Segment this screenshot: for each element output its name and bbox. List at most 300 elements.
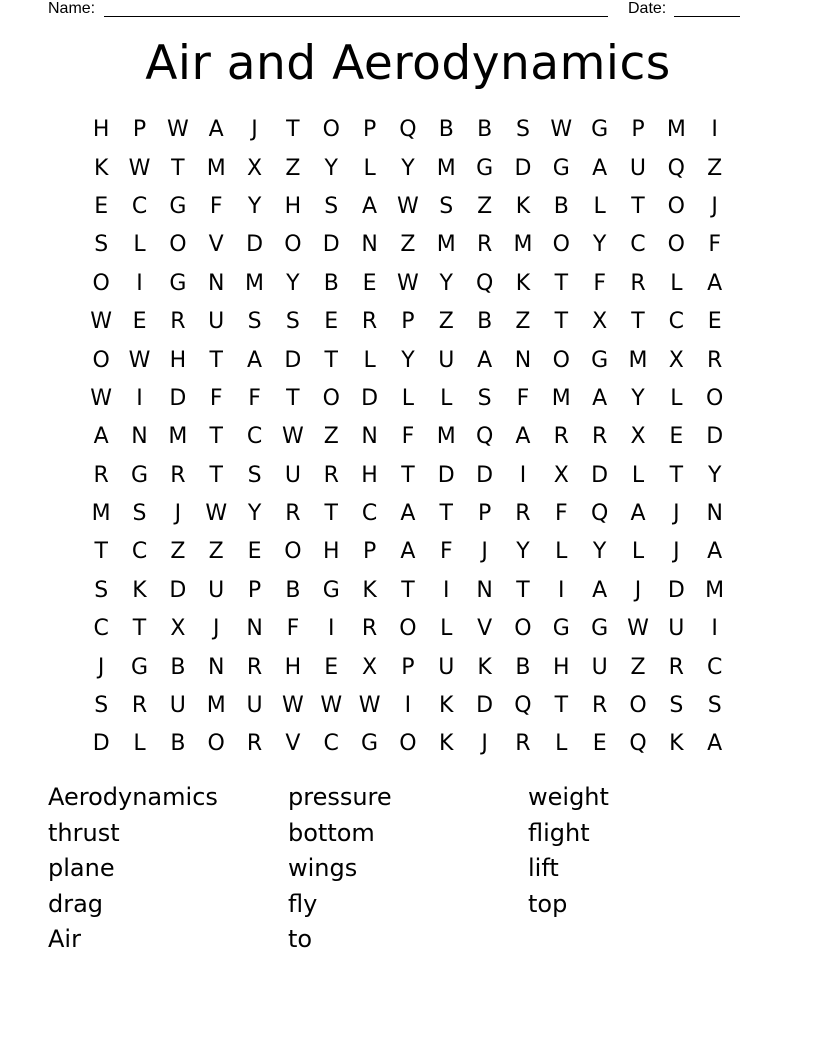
grid-letter: C xyxy=(323,731,339,757)
grid-letter: Q xyxy=(590,501,609,527)
grid-letter: R xyxy=(170,462,186,488)
grid-letter: B xyxy=(515,654,531,680)
grid-letter: R xyxy=(170,309,186,335)
grid-letter: T xyxy=(171,155,185,181)
grid-letter: U xyxy=(591,654,608,680)
grid-letter: D xyxy=(476,693,494,719)
grid-letter: P xyxy=(362,539,377,565)
grid-letter: I xyxy=(711,117,718,143)
grid-letter: O xyxy=(322,117,340,143)
grid-letter: O xyxy=(284,232,302,258)
grid-letter: Q xyxy=(475,424,494,450)
grid-letter: A xyxy=(707,270,723,296)
grid-letter: F xyxy=(554,501,568,527)
grid-letter: A xyxy=(208,117,224,143)
grid-letter: A xyxy=(630,501,646,527)
grid-letter: W xyxy=(627,616,649,642)
grid-letter: K xyxy=(477,654,492,680)
grid-letter: I xyxy=(327,616,335,642)
grid-letter: X xyxy=(247,155,263,181)
grid-letter: J xyxy=(673,501,680,527)
grid-letter: B xyxy=(285,577,301,603)
grid-letter: H xyxy=(284,193,302,219)
grid-letter: I xyxy=(404,693,412,719)
grid-letter: T xyxy=(132,616,147,642)
grid-letter: H xyxy=(553,654,570,680)
grid-letter: T xyxy=(631,309,645,335)
grid-letter: S xyxy=(669,693,684,719)
grid-letter: I xyxy=(519,462,527,488)
grid-letter: Y xyxy=(631,385,645,411)
grid-letter: J xyxy=(481,731,488,757)
grid-letter: F xyxy=(286,616,300,642)
grid-letter: A xyxy=(400,501,416,527)
grid-letter: P xyxy=(132,117,147,143)
grid-letter: K xyxy=(439,693,454,719)
grid-letter: B xyxy=(553,193,569,219)
grid-letter: G xyxy=(169,193,187,219)
grid-letter: B xyxy=(477,117,493,143)
grid-letter: P xyxy=(247,577,262,603)
grid-row xyxy=(82,457,734,495)
grid-letter: Y xyxy=(707,462,722,488)
grid-letter: T xyxy=(631,193,645,219)
word-bank-item: bottom xyxy=(288,818,375,847)
word-column xyxy=(528,780,768,922)
grid-letter: G xyxy=(476,155,494,181)
grid-letter: F xyxy=(209,385,223,411)
grid-row xyxy=(82,533,734,571)
grid-letter: J xyxy=(97,654,105,680)
grid-letter: K xyxy=(669,731,684,757)
grid-letter: M xyxy=(245,270,265,296)
grid-letter: Y xyxy=(247,501,262,527)
grid-row xyxy=(82,341,734,379)
grid-letter: F xyxy=(708,232,721,258)
grid-letter: C xyxy=(246,424,263,450)
grid-row xyxy=(82,572,734,610)
grid-letter: X xyxy=(630,424,646,450)
grid-letter: N xyxy=(131,424,148,450)
grid-letter: E xyxy=(324,654,339,680)
word-search-grid xyxy=(82,111,734,764)
grid-letter: M xyxy=(206,693,226,719)
grid-letter: E xyxy=(669,424,684,450)
grid-letter: S xyxy=(515,117,530,143)
grid-letter: F xyxy=(248,385,261,411)
grid-letter: T xyxy=(554,693,569,719)
grid-letter: E xyxy=(247,539,262,565)
word-bank-item: Air xyxy=(48,925,81,954)
grid-letter: G xyxy=(591,117,609,143)
grid-letter: N xyxy=(246,616,263,642)
grid-letter: R xyxy=(476,232,493,258)
grid-letter: O xyxy=(629,693,647,719)
grid-letter: V xyxy=(285,731,301,757)
grid-row xyxy=(82,495,734,533)
grid-letter: D xyxy=(169,577,187,603)
grid-letter: E xyxy=(132,309,147,335)
grid-letter: Q xyxy=(399,117,417,143)
name-label: Name: xyxy=(48,0,96,17)
grid-letter: F xyxy=(209,193,223,219)
grid-letter: N xyxy=(361,424,378,450)
grid-letter: W xyxy=(128,155,151,181)
grid-letter: T xyxy=(209,462,223,488)
grid-letter: R xyxy=(323,462,339,488)
grid-letter: I xyxy=(136,385,143,411)
grid-letter: L xyxy=(631,462,645,488)
grid-letter: S xyxy=(247,309,262,335)
grid-letter: Y xyxy=(401,347,415,373)
worksheet-header xyxy=(48,0,740,20)
grid-letter: M xyxy=(513,232,533,258)
grid-letter: Y xyxy=(439,270,453,296)
grid-letter: M xyxy=(628,347,648,373)
grid-letter: Y xyxy=(516,539,530,565)
grid-letter: C xyxy=(131,193,148,219)
grid-letter: S xyxy=(94,693,109,719)
grid-letter: U xyxy=(169,693,186,719)
grid-letter: R xyxy=(131,693,148,719)
grid-letter: T xyxy=(554,270,569,296)
grid-letter: A xyxy=(93,424,109,450)
grid-letter: T xyxy=(209,424,223,450)
grid-letter: M xyxy=(705,577,725,603)
grid-letter: W xyxy=(358,693,381,719)
grid-letter: A xyxy=(592,155,608,181)
grid-letter: I xyxy=(558,577,565,603)
grid-letter: C xyxy=(131,539,148,565)
grid-letter: N xyxy=(361,232,378,258)
grid-letter: C xyxy=(93,616,109,642)
name-blank-line xyxy=(104,16,608,17)
grid-letter: Z xyxy=(438,309,454,335)
grid-row xyxy=(82,111,734,149)
grid-letter: U xyxy=(438,347,455,373)
grid-letter: S xyxy=(477,385,492,411)
grid-letter: S xyxy=(324,193,339,219)
grid-letter: T xyxy=(324,347,338,373)
grid-letter: A xyxy=(247,347,263,373)
grid-letter: M xyxy=(168,424,188,450)
word-bank-item: fly xyxy=(288,889,318,918)
page-title: Air and Aerodynamics xyxy=(145,36,671,91)
grid-letter: E xyxy=(94,193,109,219)
grid-letter: U xyxy=(629,155,647,181)
grid-letter: R xyxy=(361,309,378,335)
grid-letter: T xyxy=(286,117,300,143)
grid-letter: G xyxy=(169,270,187,296)
grid-letter: S xyxy=(132,501,147,527)
grid-letter: O xyxy=(706,385,724,411)
grid-letter: L xyxy=(670,270,683,296)
grid-letter: O xyxy=(667,193,685,219)
grid-letter: E xyxy=(592,731,607,757)
grid-letter: N xyxy=(514,347,532,373)
word-column xyxy=(48,780,288,958)
grid-letter: R xyxy=(515,731,531,757)
grid-letter: R xyxy=(591,424,608,450)
grid-letter: R xyxy=(707,347,723,373)
grid-letter: O xyxy=(322,385,340,411)
grid-row xyxy=(82,687,734,725)
grid-letter: O xyxy=(399,731,417,757)
word-bank-item: drag xyxy=(48,889,104,918)
grid-letter: Y xyxy=(592,232,607,258)
grid-letter: A xyxy=(477,347,493,373)
grid-letter: K xyxy=(515,270,531,296)
word-bank-item: to xyxy=(288,925,313,954)
grid-letter: W xyxy=(397,193,419,219)
grid-letter: F xyxy=(516,385,530,411)
grid-letter: R xyxy=(246,654,263,680)
word-bank-item: flight xyxy=(528,818,590,847)
grid-letter: T xyxy=(401,462,415,488)
grid-letter: K xyxy=(132,577,147,603)
grid-letter: U xyxy=(208,309,225,335)
grid-letter: H xyxy=(284,654,302,680)
grid-letter: K xyxy=(515,193,531,219)
grid-letter: Z xyxy=(707,155,723,181)
grid-letter: M xyxy=(436,232,456,258)
word-bank-item: Aerodynamics xyxy=(48,783,218,811)
grid-letter: M xyxy=(436,424,456,450)
grid-letter: Y xyxy=(286,270,300,296)
grid-letter: D xyxy=(92,731,110,757)
grid-letter: T xyxy=(401,577,415,603)
grid-letter: D xyxy=(169,385,187,411)
word-bank-item: lift xyxy=(528,854,559,883)
grid-letter: S xyxy=(94,232,109,258)
grid-letter: U xyxy=(668,616,685,642)
grid-letter: J xyxy=(251,117,258,143)
grid-letter: D xyxy=(322,232,340,258)
grid-letter: L xyxy=(631,539,645,565)
grid-letter: P xyxy=(401,309,415,335)
grid-letter: W xyxy=(205,501,228,527)
grid-letter: R xyxy=(553,424,569,450)
grid-row xyxy=(82,610,734,648)
grid-letter: N xyxy=(207,270,225,296)
date-blank-line xyxy=(674,16,740,17)
grid-letter: Y xyxy=(247,193,262,219)
grid-letter: A xyxy=(400,539,416,565)
grid-letter: G xyxy=(322,577,340,603)
grid-letter: O xyxy=(552,347,570,373)
grid-row xyxy=(82,648,734,686)
grid-letter: B xyxy=(170,654,186,680)
grid-letter: T xyxy=(324,501,338,527)
grid-letter: T xyxy=(554,309,569,335)
grid-letter: N xyxy=(476,577,493,603)
grid-letter: X xyxy=(592,309,608,335)
grid-letter: L xyxy=(401,385,415,411)
grid-letter: X xyxy=(553,462,569,488)
grid-letter: W xyxy=(282,693,304,719)
grid-letter: G xyxy=(552,616,570,642)
grid-letter: O xyxy=(92,270,110,296)
grid-letter: C xyxy=(361,501,378,527)
grid-letter: B xyxy=(477,309,493,335)
date-label: Date: xyxy=(628,0,667,17)
grid-letter: W xyxy=(320,693,343,719)
grid-letter: O xyxy=(169,232,187,258)
grid-letter: S xyxy=(285,309,300,335)
word-bank-item: pressure xyxy=(288,783,392,811)
grid-letter: K xyxy=(439,731,454,757)
grid-letter: J xyxy=(634,577,642,603)
grid-letter: H xyxy=(322,539,340,565)
grid-letter: R xyxy=(285,501,301,527)
grid-letter: X xyxy=(668,347,684,373)
grid-letter: W xyxy=(128,347,151,373)
grid-letter: F xyxy=(401,424,415,450)
grid-letter: W xyxy=(90,385,113,411)
grid-letter: X xyxy=(170,616,186,642)
grid-letter: O xyxy=(399,616,417,642)
grid-letter: L xyxy=(363,347,376,373)
grid-letter: G xyxy=(591,616,609,642)
grid-letter: D xyxy=(667,577,685,603)
grid-letter: P xyxy=(362,117,377,143)
grid-letter: O xyxy=(667,232,685,258)
grid-letter: Y xyxy=(592,539,607,565)
grid-letter: Q xyxy=(667,155,685,181)
grid-row xyxy=(82,380,734,418)
grid-letter: A xyxy=(592,385,608,411)
grid-letter: F xyxy=(593,270,606,296)
grid-letter: A xyxy=(707,539,723,565)
grid-letter: G xyxy=(130,654,149,680)
grid-letter: G xyxy=(361,731,379,757)
grid-letter: Y xyxy=(324,155,338,181)
grid-letter: M xyxy=(666,117,686,143)
grid-letter: R xyxy=(246,731,263,757)
grid-letter: L xyxy=(363,155,376,181)
grid-letter: L xyxy=(555,539,568,565)
grid-row xyxy=(82,303,734,341)
grid-letter: B xyxy=(323,270,339,296)
grid-letter: L xyxy=(440,616,453,642)
grid-letter: D xyxy=(361,385,379,411)
grid-letter: J xyxy=(711,193,718,219)
grid-letter: T xyxy=(669,462,684,488)
grid-letter: G xyxy=(130,462,149,488)
grid-letter: U xyxy=(284,462,301,488)
grid-letter: U xyxy=(246,693,263,719)
grid-letter: P xyxy=(401,654,415,680)
grid-letter: M xyxy=(206,155,226,181)
grid-letter: T xyxy=(286,385,300,411)
grid-letter: C xyxy=(706,654,723,680)
grid-letter: Z xyxy=(400,232,416,258)
grid-letter: W xyxy=(397,270,419,296)
grid-letter: E xyxy=(707,309,722,335)
grid-letter: P xyxy=(631,117,645,143)
grid-letter: M xyxy=(91,501,111,527)
grid-letter: J xyxy=(481,539,488,565)
word-bank-item: weight xyxy=(528,783,609,811)
grid-letter: R xyxy=(668,654,684,680)
grid-letter: T xyxy=(439,501,453,527)
grid-letter: A xyxy=(515,424,531,450)
grid-letter: E xyxy=(362,270,377,296)
grid-letter: R xyxy=(515,501,531,527)
grid-letter: U xyxy=(208,577,225,603)
grid-letter: L xyxy=(440,385,453,411)
grid-letter: S xyxy=(707,693,722,719)
grid-letter: O xyxy=(284,539,302,565)
grid-row xyxy=(82,265,734,303)
grid-row xyxy=(82,725,734,763)
word-column xyxy=(288,780,528,958)
grid-letter: X xyxy=(362,654,378,680)
grid-letter: G xyxy=(591,347,609,373)
grid-letter: Z xyxy=(170,539,186,565)
grid-letter: O xyxy=(92,347,110,373)
grid-letter: L xyxy=(133,232,146,258)
grid-letter: Q xyxy=(514,693,532,719)
grid-letter: A xyxy=(707,731,723,757)
grid-letter: M xyxy=(436,155,456,181)
grid-letter: W xyxy=(166,117,189,143)
grid-letter: I xyxy=(711,616,718,642)
grid-row xyxy=(82,188,734,226)
grid-letter: B xyxy=(438,117,454,143)
grid-letter: A xyxy=(592,577,608,603)
grid-letter: C xyxy=(668,309,685,335)
grid-letter: D xyxy=(246,232,264,258)
grid-letter: N xyxy=(207,654,225,680)
grid-letter: P xyxy=(477,501,492,527)
grid-letter: K xyxy=(362,577,377,603)
grid-letter: R xyxy=(93,462,109,488)
grid-letter: R xyxy=(591,693,608,719)
grid-letter: W xyxy=(550,117,573,143)
grid-letter: L xyxy=(670,385,683,411)
grid-letter: Z xyxy=(515,309,531,335)
grid-letter: N xyxy=(706,501,723,527)
word-bank-item: thrust xyxy=(48,818,120,847)
grid-letter: B xyxy=(170,731,186,757)
grid-letter: A xyxy=(362,193,378,219)
word-bank-item: top xyxy=(528,889,568,918)
grid-letter: S xyxy=(94,577,109,603)
grid-row xyxy=(82,149,734,187)
word-bank-item: wings xyxy=(288,854,358,883)
grid-letter: R xyxy=(361,616,378,642)
grid-letter: O xyxy=(207,731,225,757)
grid-letter: W xyxy=(282,424,304,450)
grid-letter: R xyxy=(630,270,646,296)
grid-letter: L xyxy=(555,731,568,757)
grid-letter: Z xyxy=(477,193,493,219)
grid-letter: H xyxy=(169,347,187,373)
grid-letter: Z xyxy=(285,155,301,181)
grid-letter: Y xyxy=(401,155,415,181)
grid-letter: W xyxy=(90,309,113,335)
grid-letter: H xyxy=(92,117,110,143)
grid-letter: L xyxy=(133,731,146,757)
grid-letter: D xyxy=(706,424,724,450)
grid-letter: G xyxy=(552,155,570,181)
grid-letter: Q xyxy=(475,270,494,296)
grid-letter: M xyxy=(551,385,571,411)
grid-letter: S xyxy=(247,462,262,488)
grid-letter: O xyxy=(552,232,570,258)
grid-letter: V xyxy=(208,232,224,258)
